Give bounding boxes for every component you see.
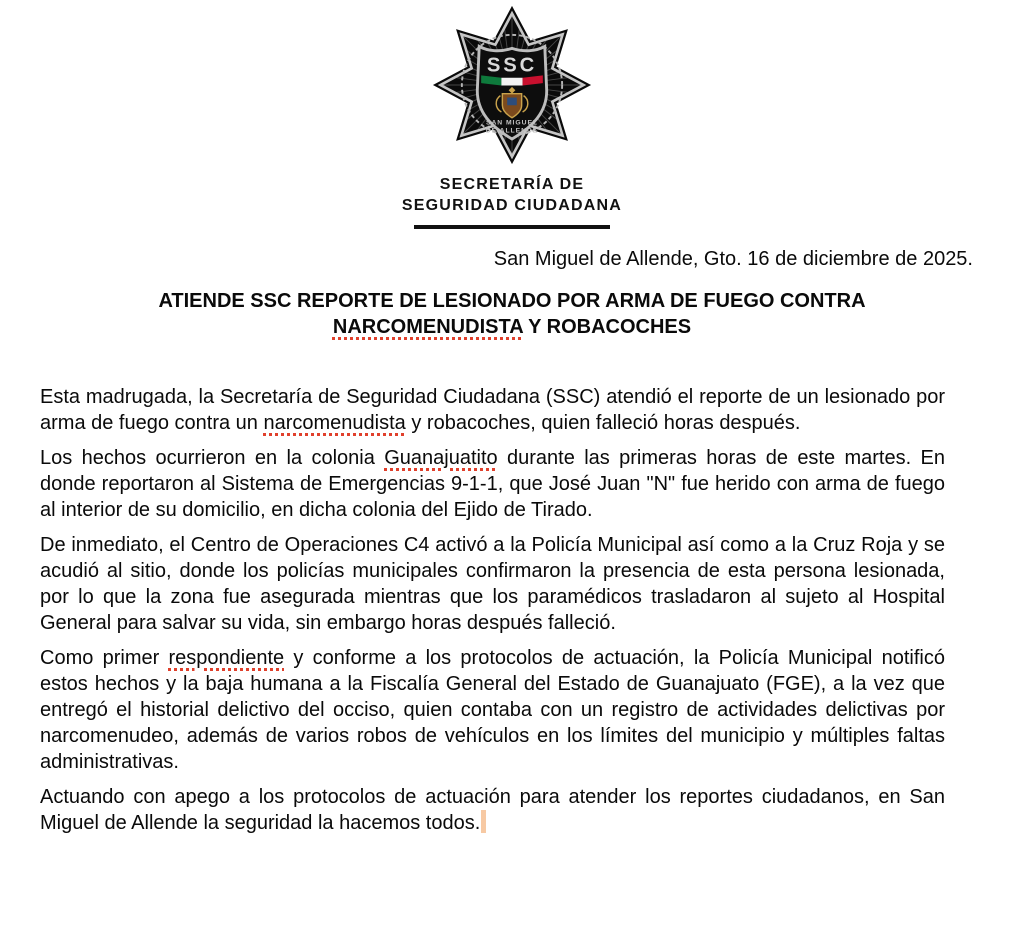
misspelled-word: NARCOMENUDISTA [332, 316, 523, 338]
paragraph-3 [40, 532, 945, 636]
header-divider-rule [414, 225, 610, 229]
headline [0, 288, 1024, 340]
ssc-police-star-badge-icon [422, 4, 602, 166]
badge-city-line2: DE ALLENDE [485, 127, 539, 135]
paragraph-5 [40, 784, 945, 836]
paragraph-text: durante las primeras horas de este martes. En donde reportaron al Sistema de Emergencias 9-1-1, que José Juan "N" fue herido con arma de fuego al interior de su domicilio, en dicha colonia del Ejido de Tirado. [40, 447, 945, 521]
org-name-line2: SEGURIDAD CIUDADANA [401, 197, 623, 214]
org-name [0, 174, 1024, 216]
org-name-line1: SECRETARÍA DE [439, 176, 585, 193]
flag-white-stripe [501, 78, 522, 86]
badge-abbr-text: SSC [486, 54, 538, 77]
dateline: San Miguel de Allende, Gto. 16 de diciembre de 2025. [493, 248, 973, 270]
misspelled-word: narcomenudista [263, 412, 406, 434]
paragraph-text: Como primer [40, 647, 169, 669]
misspelled-word: Guanajuatito [384, 447, 498, 469]
document-body [40, 384, 945, 836]
paragraph-text: y conforme a los protocolos de actuación, la Policía Municipal notificó estos hechos y la baja humana a la Fiscalía General del Estado de Guanajuato (FGE), a la vez que entregó el historial delictivo del occiso, quien contaba con un registro de actividades delictivas por narcomenudeo, además de varios robos de vehículos en los límites del municipio y múltiples faltas administrativas. [40, 647, 945, 773]
paragraph-1 [40, 384, 945, 436]
headline-line2-rest: Y ROBACOCHES [522, 316, 692, 338]
headline-line2 [0, 314, 1024, 340]
misspelled-word: respondiente [168, 647, 285, 669]
logo-block [0, 0, 1024, 229]
paragraph-text: Actuando con apego a los protocolos de actuación para atender los reportes ciudadanos, en San Miguel de Allende la seguridad la hacemos todos. [40, 786, 945, 834]
text-insertion-cursor[interactable] [481, 810, 486, 833]
paragraph-text: y robacoches, quien falleció horas después. [405, 412, 801, 434]
badge-city-line1: SAN MIGUEL [485, 119, 539, 127]
paragraph-4 [40, 645, 945, 775]
paragraph-2 [40, 445, 945, 523]
paragraph-text: De inmediato, el Centro de Operaciones C4 activó a la Policía Municipal así como a la Cruz Roja y se acudió al sitio, donde los policías municipales confirmaron la presencia de esta persona lesionada, por lo que la zona fue asegurada mientras que los paramédicos trasladaron al sujeto al Hospital General para salvar su vida, sin embargo horas después falleció. [40, 534, 945, 634]
headline-line1: ATIENDE SSC REPORTE DE LESIONADO POR ARMA DE FUEGO CONTRA [158, 290, 866, 312]
paragraph-text: Esta madrugada, la Secretaría de Seguridad Ciudadana (SSC) atendió el reporte de un lesionado por arma de fuego contra un [40, 386, 945, 434]
paragraph-text: Los hechos ocurrieron en la colonia [40, 447, 385, 469]
